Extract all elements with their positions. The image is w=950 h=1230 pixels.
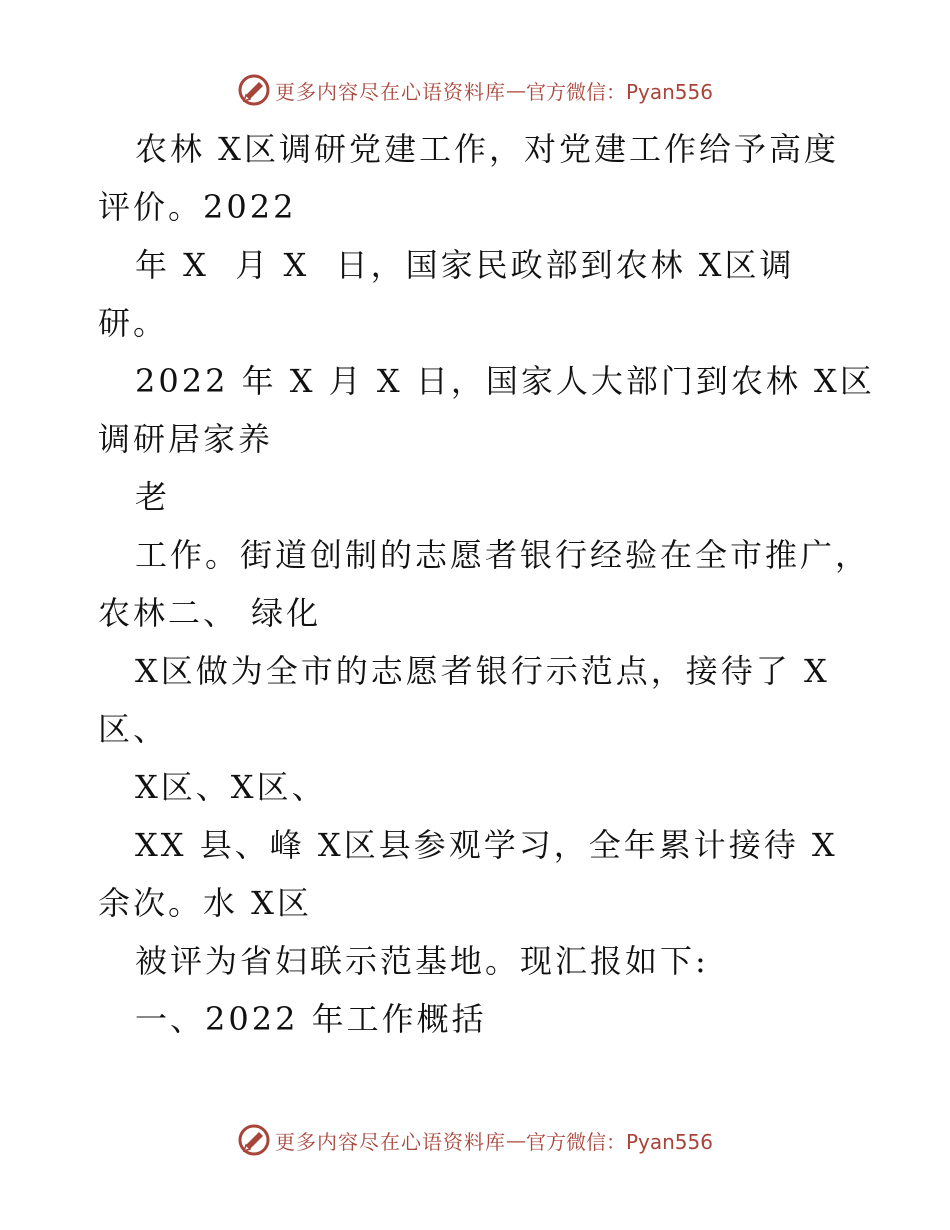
text-line: 区、 [98, 710, 169, 748]
text-line: 调研居家养 [98, 420, 274, 458]
text-line: 农林 X区调研党建工作，对党建工作给予高度 [135, 130, 839, 168]
banner-dash: — [505, 1128, 526, 1152]
header-watermark-banner [0, 70, 950, 110]
text-line: 被评为省妇联示范基地。现汇报如下: [135, 942, 709, 980]
pen-logo-icon [237, 73, 271, 107]
pen-logo-icon [237, 1123, 271, 1157]
text-line: X区、X区、 [135, 768, 327, 806]
text-line: 2022 年 X 月 X 日，国家人大部门到农林 X区 [135, 362, 875, 400]
text-line: 余次。水 X区 [98, 884, 312, 922]
text-line: 年 X 月 X 日，国家民政部到农林 X区调 [135, 246, 795, 284]
text-line: XX 县、峰 X区县参观学习，全年累计接待 X [135, 826, 838, 864]
text-line: 老 [135, 478, 171, 516]
banner-wechat: 官方微信：Pyan556 [525, 1129, 713, 1154]
document-body [98, 120, 875, 1048]
text-line: 研。 [98, 304, 169, 342]
banner-text: 更多内容尽在心语资料库 [274, 1129, 506, 1154]
footer-watermark-banner [0, 1120, 950, 1160]
text-line: 工作。街道创制的志愿者银行经验在全市推广， [135, 536, 871, 574]
text-line: 农林二、 绿化 [98, 594, 322, 632]
text-line: 评价。2022 [98, 188, 297, 226]
text-line: X区做为全市的志愿者银行示范点，接待了 X [135, 652, 830, 690]
banner-dash: — [505, 78, 526, 102]
banner-text: 更多内容尽在心语资料库 [274, 79, 506, 104]
banner-wechat: 官方微信：Pyan556 [525, 79, 713, 104]
section-heading: 一、2022 年工作概括 [135, 1000, 487, 1038]
